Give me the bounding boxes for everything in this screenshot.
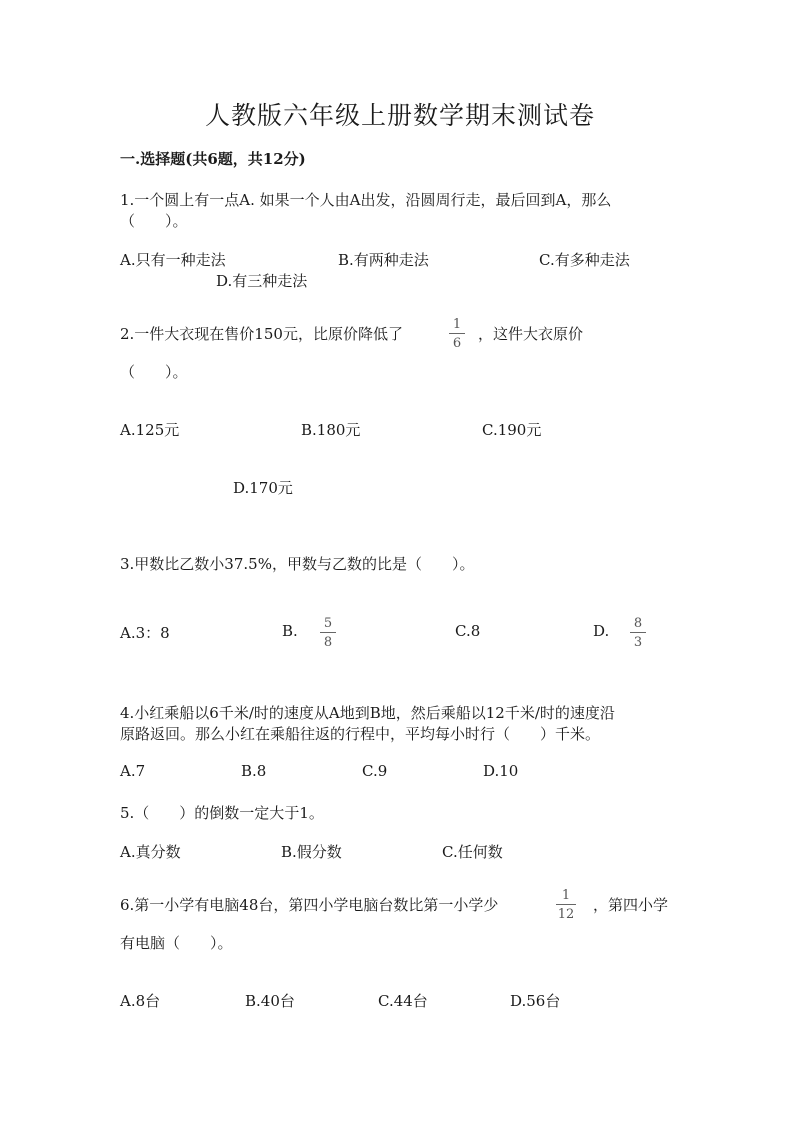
q5-option-b[interactable]: B.假分数 [281,843,342,861]
q6-text-line1-start: 6.第一小学有电脑48台，第四小学电脑台数比第一小学少 [120,896,499,914]
q3-option-a[interactable]: A.3：8 [120,624,170,642]
q5-option-a[interactable]: A.真分数 [120,843,181,861]
q1-option-d[interactable]: D.有三种走法 [216,272,308,290]
q3-option-b-fraction [317,617,339,649]
q4-text-line1: 4.小红乘船以6千米/时的速度从A地到B地，然后乘船以12千米/时的速度沿 [120,704,615,722]
q1-option-a[interactable]: A.只有一种走法 [120,251,226,269]
q3-option-d-fraction [627,617,649,649]
q2-option-a[interactable]: A.125元 [120,421,180,439]
q2-text-line2: （ ）。 [120,363,188,381]
q1-option-c[interactable]: C.有多种走法 [539,251,630,269]
q2-fraction-denominator: 6 [452,336,462,351]
q1-option-b[interactable]: B.有两种走法 [338,251,429,269]
section-heading: 一.选择题(共6题，共12分) [120,150,306,168]
q3-option-c[interactable]: C.8 [455,622,481,640]
q1-text-line1: 1.一个圆上有一点A. 如果一个人由A出发，沿圆周行走，最后回到A，那么 [120,191,612,209]
page-title: 人教版六年级上册数学期末测试卷 [204,101,595,130]
q2-text-line1-start: 2.一件大衣现在售价150元，比原价降低了 [120,325,403,343]
q6-fraction [553,889,579,921]
q5-option-c[interactable]: C.任何数 [442,843,503,861]
q2-text-line1-end: ，这件大衣原价 [478,325,584,343]
q4-option-c[interactable]: C.9 [362,762,388,780]
q3-option-d[interactable]: D. [593,622,610,640]
q4-text-line2: 原路返回。那么小红在乘船往返的行程中，平均每小时行（ ）千米。 [120,725,601,743]
q2-fraction [446,318,468,350]
q4-option-a[interactable]: A.7 [120,762,146,780]
q1-text-line2: （ ）。 [120,212,188,230]
q3-option-b-numerator: 5 [323,616,333,631]
q2-option-d[interactable]: D.170元 [233,479,293,497]
q3-option-d-numerator: 8 [633,616,643,631]
q5-text: 5.（ ）的倒数一定大于1。 [120,804,324,822]
q6-option-a[interactable]: A.8台 [120,992,161,1010]
q6-option-d[interactable]: D.56台 [510,992,561,1010]
q2-option-b[interactable]: B.180元 [301,421,361,439]
q2-option-c[interactable]: C.190元 [482,421,542,439]
q2-fraction-numerator: 1 [452,317,462,332]
q3-option-b[interactable]: B. [282,622,298,640]
q6-text-line2: 有电脑（ ）。 [120,934,233,952]
q3-option-d-denominator: 3 [633,635,643,650]
q6-fraction-numerator: 1 [561,888,571,903]
q3-text: 3.甲数比乙数小37.5%，甲数与乙数的比是（ ）。 [120,555,475,573]
q6-option-b[interactable]: B.40台 [245,992,295,1010]
q6-fraction-denominator: 12 [557,907,575,922]
q4-option-b[interactable]: B.8 [241,762,267,780]
q6-text-line1-end: ，第四小学 [593,896,669,914]
q4-option-d[interactable]: D.10 [483,762,519,780]
q6-option-c[interactable]: C.44台 [378,992,428,1010]
q3-option-b-denominator: 8 [323,635,333,650]
